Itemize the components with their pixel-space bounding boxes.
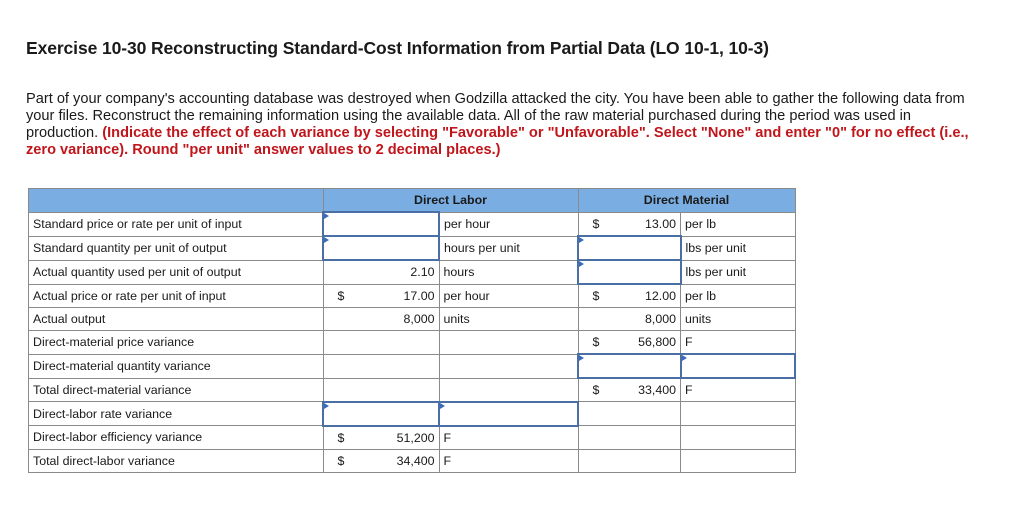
dm-value: 13.00 (644, 216, 676, 231)
dl-unit: hours per unit (439, 236, 578, 260)
dl-unit (439, 331, 578, 355)
dm-value-cell (578, 308, 681, 331)
dm-value-cell (578, 212, 681, 236)
dollar-sign: $ (337, 288, 345, 303)
dl-unit: per hour (439, 212, 578, 236)
header-blank (29, 189, 324, 213)
dm-value-cell (578, 426, 681, 450)
row-label: Actual price or rate per unit of input (29, 284, 324, 308)
dm-unit (681, 402, 796, 426)
dl-value-cell (323, 284, 439, 308)
dm-value: 12.00 (644, 289, 676, 303)
dl-unit: F (439, 426, 578, 450)
dm-unit: F (681, 331, 796, 355)
table-row (29, 284, 796, 308)
dl-value-cell (323, 426, 439, 450)
dollar-sign: $ (592, 216, 600, 231)
table-row (29, 308, 796, 331)
table-row (29, 449, 796, 472)
header-direct-labor: Direct Labor (323, 189, 578, 213)
dl-value-cell (323, 449, 439, 472)
dm-unit: units (681, 308, 796, 331)
table-row (29, 426, 796, 450)
dl-unit: per hour (439, 284, 578, 308)
dl-value-input[interactable] (323, 402, 439, 426)
row-label: Direct-material price variance (29, 331, 324, 355)
row-label: Total direct-material variance (29, 378, 324, 402)
table-row (29, 354, 796, 378)
dm-unit: lbs per unit (681, 236, 796, 260)
dollar-sign: $ (592, 383, 600, 397)
dl-value-cell (323, 378, 439, 402)
dm-unit (681, 426, 796, 450)
dm-value-cell (578, 378, 681, 402)
dl-value-cell (323, 260, 439, 284)
dm-value: 8,000 (644, 312, 676, 326)
dl-effect-select[interactable] (439, 402, 578, 426)
header-direct-material: Direct Material (578, 189, 795, 213)
row-label: Actual output (29, 308, 324, 331)
instructions (26, 91, 986, 159)
data-table (28, 188, 796, 473)
dm-value-cell (578, 331, 681, 355)
row-label: Direct-labor efficiency variance (29, 426, 324, 450)
row-label: Standard price or rate per unit of input (29, 212, 324, 236)
dl-unit: units (439, 308, 578, 331)
dl-value: 2.10 (410, 265, 435, 280)
dl-value-input[interactable] (323, 236, 439, 260)
dollar-sign: $ (337, 453, 345, 468)
table-row (29, 260, 796, 284)
dm-unit: lbs per unit (681, 260, 796, 284)
row-label: Actual quantity used per unit of output (29, 260, 324, 284)
dollar-sign: $ (337, 430, 345, 445)
dm-value-cell (578, 449, 681, 472)
intro-text: Part of your company's accounting database was destroyed when Godzilla attacked the city. You have been able to gather the following data from your files. Reconstruct the remaining information using the available data. All of the raw material purchased during the period was used in production. (26, 91, 965, 141)
dm-value-cell (578, 284, 681, 308)
dl-value-cell (323, 308, 439, 331)
dm-value-input[interactable] (578, 260, 681, 284)
row-label: Total direct-labor variance (29, 449, 324, 472)
dl-value-input[interactable] (323, 212, 439, 236)
dl-unit (439, 378, 578, 402)
dm-effect-select[interactable] (681, 354, 796, 378)
dl-unit: F (439, 449, 578, 472)
dollar-sign: $ (592, 335, 600, 349)
row-label: Direct-material quantity variance (29, 354, 324, 378)
dl-value-cell (323, 354, 439, 378)
dm-unit: F (681, 378, 796, 402)
dollar-sign: $ (592, 289, 600, 303)
dm-value: 33,400 (638, 383, 676, 397)
table-row (29, 236, 796, 260)
dm-value-input[interactable] (578, 354, 681, 378)
dl-value-cell (323, 331, 439, 355)
row-label: Standard quantity per unit of output (29, 236, 324, 260)
dl-value: 8,000 (403, 312, 435, 326)
table-row (29, 378, 796, 402)
table-row (29, 212, 796, 236)
dl-value: 34,400 (396, 453, 435, 468)
dl-value: 17.00 (403, 288, 435, 303)
row-label: Direct-labor rate variance (29, 402, 324, 426)
dm-value: 56,800 (638, 335, 676, 349)
dm-unit: per lb (681, 212, 796, 236)
page-title: Exercise 10-30 Reconstructing Standard-Cost Information from Partial Data (LO 10-1, 10-3) (26, 38, 769, 58)
dm-unit (681, 449, 796, 472)
instruction-text: (Indicate the effect of each variance by selecting "Favorable" or "Unfavorable". Select "None" and enter "0" for no effect (i.e., zero variance). Round "per unit" answer values to 2 decimal places.) (26, 125, 969, 158)
dl-value: 51,200 (396, 430, 435, 445)
dl-unit: hours (439, 260, 578, 284)
dl-unit (439, 354, 578, 378)
table-row (29, 402, 796, 426)
dm-value-cell (578, 402, 681, 426)
dm-value-input[interactable] (578, 236, 681, 260)
dm-unit: per lb (681, 284, 796, 308)
table-row (29, 331, 796, 355)
